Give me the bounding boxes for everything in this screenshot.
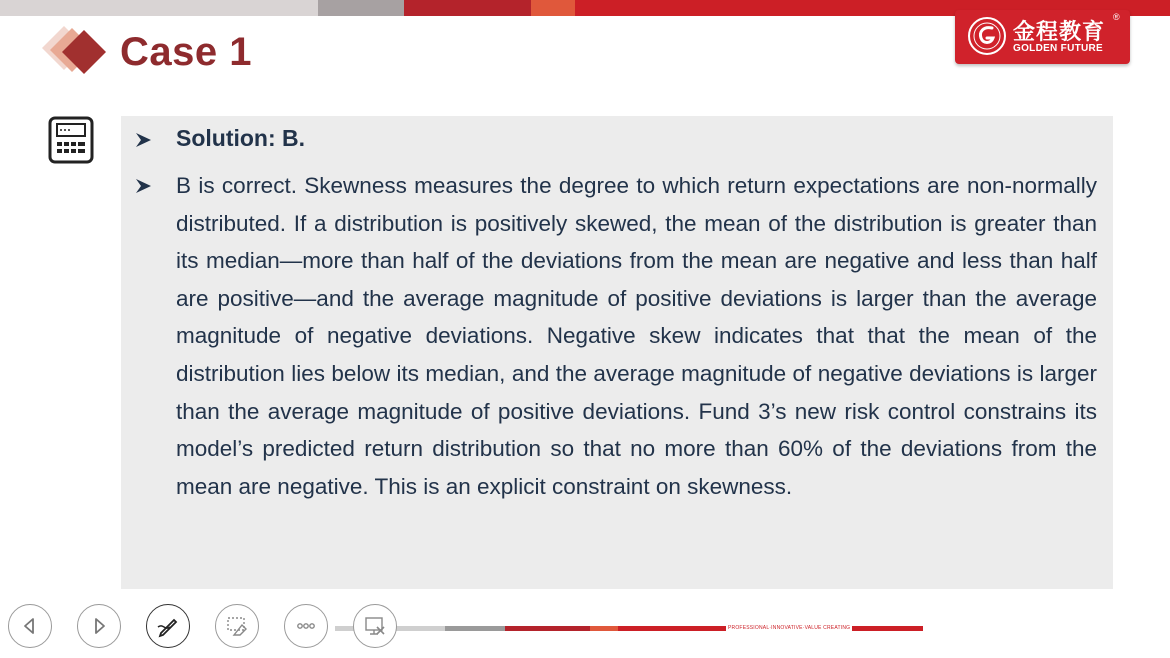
logo-english-name: GOLDEN FUTURE	[1013, 43, 1104, 54]
next-icon	[86, 613, 112, 639]
pen-icon	[155, 613, 181, 639]
title-diamond-icon	[40, 22, 120, 82]
arrow-bullet-icon	[133, 175, 155, 197]
end-show-icon	[362, 613, 388, 639]
slide-title: Case 1	[120, 30, 252, 74]
arrow-bullet-icon	[133, 129, 155, 151]
eraser-tool-button[interactable]	[215, 604, 259, 648]
eraser-icon	[224, 613, 250, 639]
footer-slogan: PROFESSIONAL·INNOVATIVE·VALUE CREATING	[728, 625, 851, 631]
logo-seal-icon	[967, 16, 1007, 56]
solution-label: Solution: B.	[176, 125, 306, 151]
more-options-button[interactable]	[284, 604, 328, 648]
registered-mark: ®	[1113, 12, 1120, 22]
end-show-button[interactable]	[353, 604, 397, 648]
golden-future-logo	[955, 10, 1130, 64]
pen-tool-button[interactable]	[146, 604, 190, 648]
previous-slide-button[interactable]	[8, 604, 52, 648]
next-slide-button[interactable]	[77, 604, 121, 648]
more-icon	[293, 613, 319, 639]
previous-icon	[17, 613, 43, 639]
solution-explanation: B is correct. Skewness measures the degree to which return expectations are non-normally distributed. If a distribution is positively skewed, the mean of the distribution is greater than its median—more than half of the deviations from the mean are negative and less than half are positive—and the average magnitude of positive deviations is larger than the average magnitude of negative deviations. Negative skew indicates that that the mean of the distribution lies below its median, and the average magnitude of negative deviations is larger than the average magnitude of positive deviations. Fund 3’s new risk control constrains its model’s predicted return distribution so that no more than 60% of the deviations from the mean are negative. This is an explicit constraint on skewness.	[176, 173, 1097, 499]
calculator-icon	[48, 116, 94, 164]
logo-chinese-name: 金程教育	[1013, 20, 1106, 45]
